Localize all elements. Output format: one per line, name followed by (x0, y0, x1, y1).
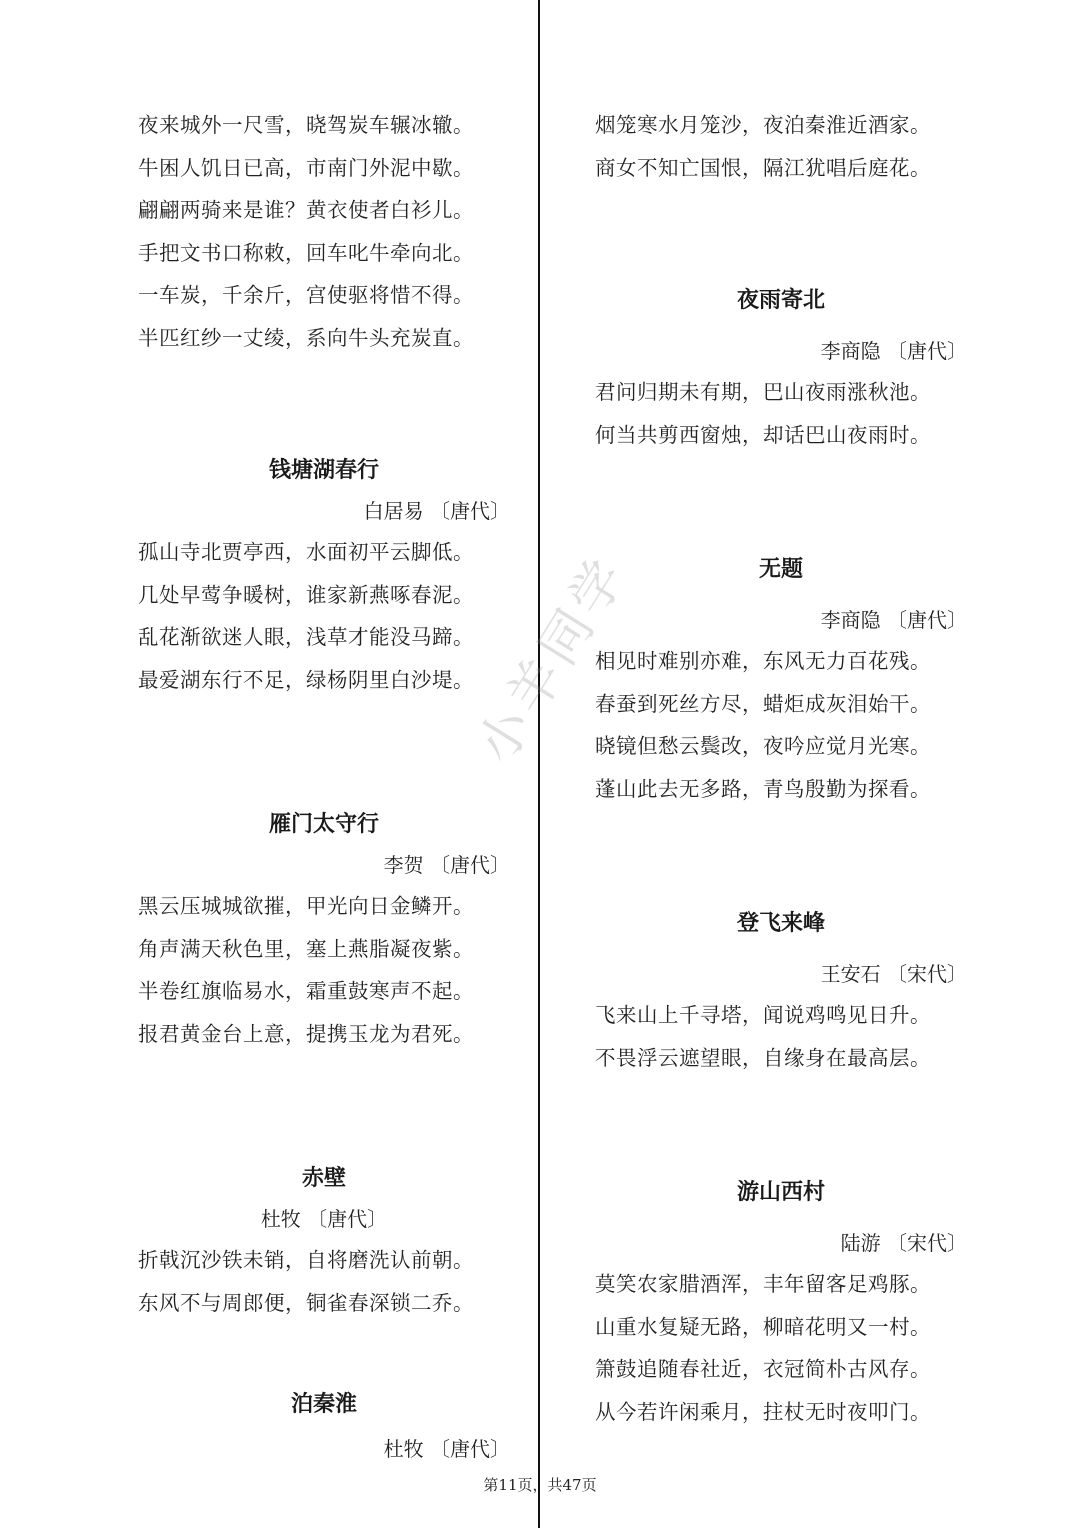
continued-poem (595, 104, 967, 189)
poem-line: 手把文书口称敕，回车叱牛牵向北。 (138, 240, 474, 265)
poem-author: 杜牧 〔唐代〕 (383, 1437, 510, 1461)
poem-dengfeilaifeng (595, 904, 967, 1079)
poem-line: 相见时难别亦难，东风无力百花残。 (595, 649, 931, 673)
poem-chibi (138, 1159, 510, 1324)
poem-author: 李商隐 〔唐代〕 (820, 608, 967, 632)
poem-line: 乱花渐欲迷人眼，浅草才能没马蹄。 (138, 625, 474, 649)
poem-author: 陆游 〔宋代〕 (840, 1231, 967, 1255)
watermark: 小羊同学 (466, 545, 640, 774)
poem-line: 角声满天秋色里，塞上燕脂凝夜紫。 (138, 936, 474, 961)
poem-boqinhuai (138, 1385, 510, 1469)
poem-line: 黑云压城城欲摧，甲光向日金鳞开。 (138, 894, 474, 918)
poem-line: 牛困人饥日已高，市南门外泥中歇。 (138, 155, 474, 180)
poem-title: 钱塘湖春行 (268, 458, 379, 483)
poem-line: 翩翩两骑来是谁？黄衣使者白衫儿。 (138, 198, 474, 222)
poem-title: 无题 (758, 557, 803, 582)
poem-yeyujibei (595, 281, 967, 456)
poem-line: 半卷红旗临易水，霜重鼓寒声不起。 (138, 979, 474, 1003)
poem-line: 商女不知亡国恨，隔江犹唱后庭花。 (595, 155, 931, 180)
page-number: 第11页，共47页 (483, 1476, 597, 1494)
poem-title: 雁门太守行 (268, 812, 379, 837)
poem-title: 登飞来峰 (736, 911, 825, 936)
poem-wuti (595, 550, 967, 810)
poem-author: 王安石 〔宋代〕 (820, 962, 967, 986)
poem-line: 一车炭，千余斤，宫使驱将惜不得。 (138, 283, 474, 307)
poem-yanmen (138, 805, 510, 1055)
poem-line: 莫笑农家腊酒浑，丰年留客足鸡豚。 (595, 1272, 931, 1296)
poem-line: 夜来城外一尺雪，晓驾炭车辗冰辙。 (138, 113, 474, 137)
poem-line: 几处早莺争暖树，谁家新燕啄春泥。 (138, 582, 474, 607)
poem-title: 赤壁 (301, 1166, 346, 1191)
poem-line: 飞来山上千寻塔，闻说鸡鸣见日升。 (595, 1003, 931, 1027)
poem-author: 李商隐 〔唐代〕 (820, 339, 967, 363)
poem-line: 君问归期未有期，巴山夜雨涨秋池。 (595, 380, 931, 404)
poem-line: 箫鼓追随春社近，衣冠简朴古风存。 (595, 1357, 931, 1381)
poem-author: 杜牧 〔唐代〕 (260, 1207, 388, 1231)
poem-line: 春蚕到死丝方尽，蜡炬成灰泪始干。 (595, 691, 931, 716)
poem-line: 从今若许闲乘月，拄杖无时夜叩门。 (595, 1399, 931, 1424)
poem-qiantanghu (138, 451, 510, 701)
column-divider (538, 0, 540, 1528)
poem-title: 夜雨寄北 (736, 288, 825, 313)
poem-line: 报君黄金台上意，提携玉龙为君死。 (138, 1021, 474, 1046)
poem-author: 白居易 〔唐代〕 (363, 499, 510, 523)
poem-line: 何当共剪西窗烛，却话巴山夜雨时。 (595, 422, 931, 447)
poem-line: 不畏浮云遮望眼，自缘身在最高层。 (595, 1045, 931, 1070)
poem-line: 晓镜但愁云鬓改，夜吟应觉月光寒。 (595, 734, 931, 758)
poem-line: 山重水复疑无路，柳暗花明又一村。 (595, 1314, 931, 1339)
poem-line: 折戟沉沙铁未销，自将磨洗认前朝。 (138, 1248, 474, 1272)
poem-line: 半匹红纱一丈绫，系向牛头充炭直。 (138, 325, 474, 350)
poem-title: 游山西村 (736, 1180, 825, 1205)
poem-line: 东风不与周郎便，铜雀春深锁二乔。 (138, 1290, 474, 1315)
poem-title: 泊秦淮 (290, 1392, 357, 1417)
poem-youshanxicun (595, 1173, 967, 1433)
poem-line: 烟笼寒水月笼沙，夜泊秦淮近酒家。 (595, 113, 931, 137)
poem-line: 蓬山此去无多路，青鸟殷勤为探看。 (595, 776, 931, 801)
poem-line: 孤山寺北贾亭西，水面初平云脚低。 (138, 540, 474, 564)
continued-poem (138, 104, 510, 359)
poem-author: 李贺 〔唐代〕 (383, 853, 510, 877)
poem-line: 最爱湖东行不足，绿杨阴里白沙堤。 (138, 667, 474, 692)
